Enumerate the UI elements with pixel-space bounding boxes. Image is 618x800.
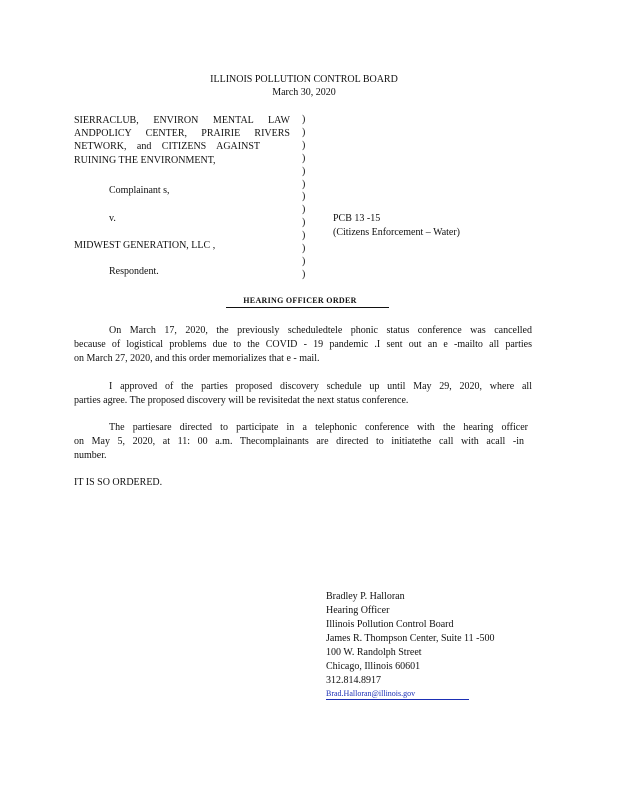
board-title: ILLINOIS POLLUTION CONTROL BOARD	[210, 74, 398, 85]
para1-line-1: On March 17, 2020, the previously scheduledtele phonic status conference was cancelled	[109, 325, 532, 336]
para3-line-3: number.	[74, 450, 107, 461]
order-date: March 30, 2020	[272, 87, 336, 98]
signature-name: Bradley P. Halloran	[326, 591, 405, 602]
signature-board: Illinois Pollution Control Board	[326, 619, 454, 630]
para1-line-3: on March 27, 2020, and this order memorializes that e - mail.	[74, 353, 320, 364]
caption-parentheses: ) ) ) ) ) ) ) ) ) ) ) ) )	[302, 114, 306, 280]
respondent-label: Respondent.	[109, 266, 159, 277]
versus-label: v.	[109, 213, 116, 224]
party-line-1: SIERRACLUB, ENVIRON MENTAL LAW	[74, 115, 290, 126]
closing-statement: IT IS SO ORDERED.	[74, 477, 163, 488]
para3-line-2: on May 5, 2020, at 11: 00 a.m. Thecomplainants are directed to initiatethe call with acall -in	[74, 436, 524, 447]
para3-line-1: The partiesare directed to participate in a telephonic conference with the hearing officer	[109, 422, 528, 433]
signature-title: Hearing Officer	[326, 605, 390, 616]
heading-underline	[226, 307, 389, 308]
order-heading: HEARING OFFICER ORDER	[243, 296, 357, 305]
respondent-name: MIDWEST GENERATION, LLC ,	[74, 240, 216, 251]
party-line-4: RUINING THE ENVIRONMENT,	[74, 155, 216, 166]
case-number: PCB 13 -15	[333, 213, 381, 224]
signature-email-link[interactable]: Brad.Halloran@illinois.gov	[326, 689, 416, 698]
party-line-3: NETWORK, and CITIZENS AGAINST	[74, 141, 260, 152]
signature-address-1: James R. Thompson Center, Suite 11 -500	[326, 633, 495, 644]
party-line-2: ANDPOLICY CENTER, PRAIRIE RIVERS	[74, 128, 290, 139]
signature-phone: 312.814.8917	[326, 675, 381, 686]
para2-line-2: parties agree. The proposed discovery will be revisitedat the next status conference.	[74, 395, 409, 406]
signature-city: Chicago, Illinois 60601	[326, 661, 421, 672]
email-underline	[326, 699, 469, 700]
case-type: (Citizens Enforcement – Water)	[333, 227, 461, 238]
signature-address-2: 100 W. Randolph Street	[326, 647, 422, 658]
para2-line-1: I approved of the parties proposed discovery schedule up until May 29, 2020, where all	[109, 381, 532, 392]
complainant-label: Complainant s,	[109, 185, 170, 196]
para1-line-2: because of logistical problems due to the COVID - 19 pandemic .I sent out an e -mailto all parties	[74, 339, 532, 350]
